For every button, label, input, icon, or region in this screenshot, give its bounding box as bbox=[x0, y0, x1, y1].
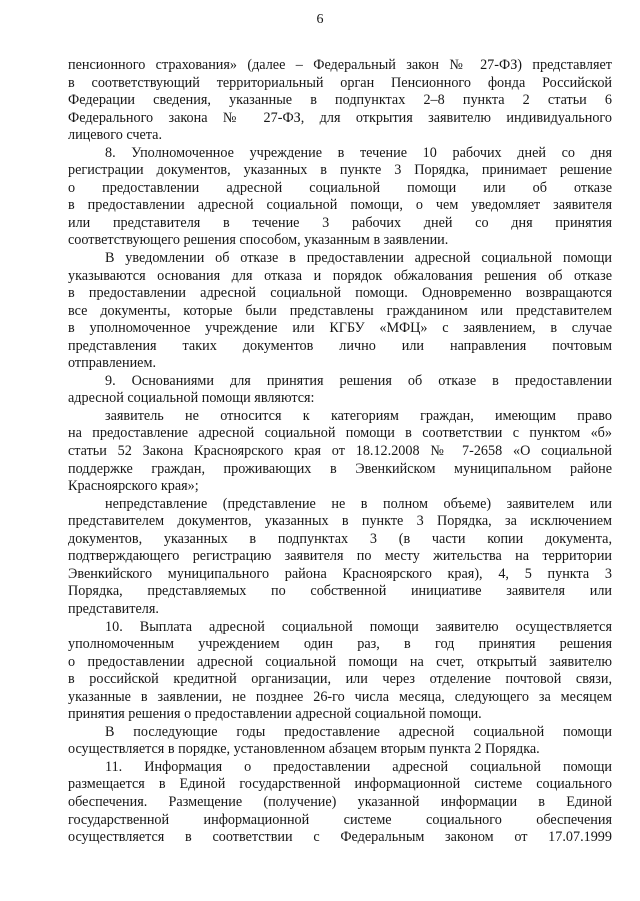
text-line: 9. Основаниями для принятия решения об отказе в предоставлении bbox=[105, 372, 612, 389]
document-body bbox=[68, 57, 612, 847]
text-line: представления таких документов лично или направления почтовым bbox=[68, 337, 612, 354]
text-line: в соответствующий территориальный орган Пенсионного фонда Российской bbox=[68, 74, 612, 91]
text-line: осуществляется в соответствии с Федеральным законом от 17.07.1999 bbox=[68, 829, 612, 846]
text-line: государственной информационной системе социального обеспечения bbox=[68, 811, 612, 828]
text-line: обеспечения. Размещение (получение) указанной информации в Единой bbox=[68, 793, 612, 810]
text-line: регистрации документов, указанных в пункте 3 Порядка, принимает решение bbox=[68, 162, 612, 179]
text-line: в предоставлении адресной социальной помощи. Одновременно возвращаются bbox=[68, 285, 612, 302]
text-line: непредставление (представление не в полном объеме) заявителем или bbox=[105, 495, 612, 512]
text-line: В последующие годы предоставление адресной социальной помощи bbox=[105, 723, 612, 740]
text-line: пенсионного страхования» (далее – Федеральный закон № 27-ФЗ) представляет bbox=[68, 57, 612, 73]
text-line: поддержке граждан, проживающих в Эвенкийском муниципальном районе bbox=[68, 460, 612, 477]
text-line: все документы, которые были представлены гражданином или представителем bbox=[68, 302, 612, 319]
text-line: Красноярского края»; bbox=[68, 478, 199, 495]
text-line: в российской кредитной организации, или через отделение почтовой связи, bbox=[68, 671, 612, 688]
text-line: статьи 52 Закона Красноярского края от 18.12.2008 № 7-2658 «О социальной bbox=[68, 443, 612, 460]
text-line: Федерального закона № 27-ФЗ, для открытия заявителю индивидуального bbox=[68, 109, 612, 126]
text-line: Эвенкийского муниципального района Красноярского края), 4, 5 пункта 3 bbox=[68, 565, 612, 582]
text-line: отправлением. bbox=[68, 355, 156, 372]
text-line: в уполномоченное учреждение или КГБУ «МФЦ» с заявлением, в случае bbox=[68, 320, 612, 337]
text-line: указываются основания для отказа и порядок обжалования решения об отказе bbox=[68, 267, 612, 284]
text-line: Порядка, представляемых по собственной инициативе заявителя или bbox=[68, 583, 612, 600]
page-number: 6 bbox=[316, 12, 324, 27]
text-line: представителя. bbox=[68, 600, 159, 617]
text-line: 8. Уполномоченное учреждение в течение 10 рабочих дней со дня bbox=[105, 144, 612, 161]
text-line: 11. Информация о предоставлении адресной социальной помощи bbox=[105, 758, 612, 775]
text-line: В уведомлении об отказе в предоставлении адресной социальной помощи bbox=[105, 250, 612, 267]
text-line: уполномоченным учреждением один раз, в год принятия решения bbox=[68, 636, 612, 653]
text-line: о предоставлении адресной социальной помощи или об отказе bbox=[68, 179, 612, 196]
text-line: или представителя в течение 3 рабочих дней со дня принятия bbox=[68, 214, 612, 231]
text-line: осуществляется в порядке, установленном абзацем вторым пункта 2 Порядка. bbox=[68, 741, 540, 758]
text-line: принятия решения о предоставлении адресной социальной помощи. bbox=[68, 706, 482, 723]
text-line: документов, указанных в подпунктах 3 (в части копии документа, bbox=[68, 530, 612, 547]
text-line: представителем документов, указанных в пункте 3 Порядка, за исключением bbox=[68, 513, 612, 530]
text-line: на предоставление адресной социальной помощи в соответствии с пунктом «б» bbox=[68, 425, 612, 442]
text-line: Федерации сведения, указанные в подпунктах 2–8 пункта 2 статьи 6 bbox=[68, 92, 612, 109]
text-line: 10. Выплата адресной социальной помощи заявителю осуществляется bbox=[105, 618, 612, 635]
text-line: размещается в Единой государственной информационной системе социального bbox=[68, 776, 612, 793]
text-line: подтверждающего регистрацию заявителя по месту жительства на территории bbox=[68, 548, 612, 565]
text-line: лицевого счета. bbox=[68, 127, 163, 144]
text-line: указанные в заявлении, не позднее 26-го числа месяца, следующего за месяцем bbox=[68, 688, 612, 705]
text-line: о предоставлении адресной социальной помощи на счет, открытый заявителю bbox=[68, 653, 612, 670]
text-line: соответствующего решения способом, указанным в заявлении. bbox=[68, 232, 449, 249]
text-line: адресной социальной помощи являются: bbox=[68, 390, 315, 407]
text-line: заявитель не относится к категориям граждан, имеющим право bbox=[105, 407, 612, 424]
text-line: в предоставлении адресной социальной помощи, о чем уведомляет заявителя bbox=[68, 197, 612, 214]
